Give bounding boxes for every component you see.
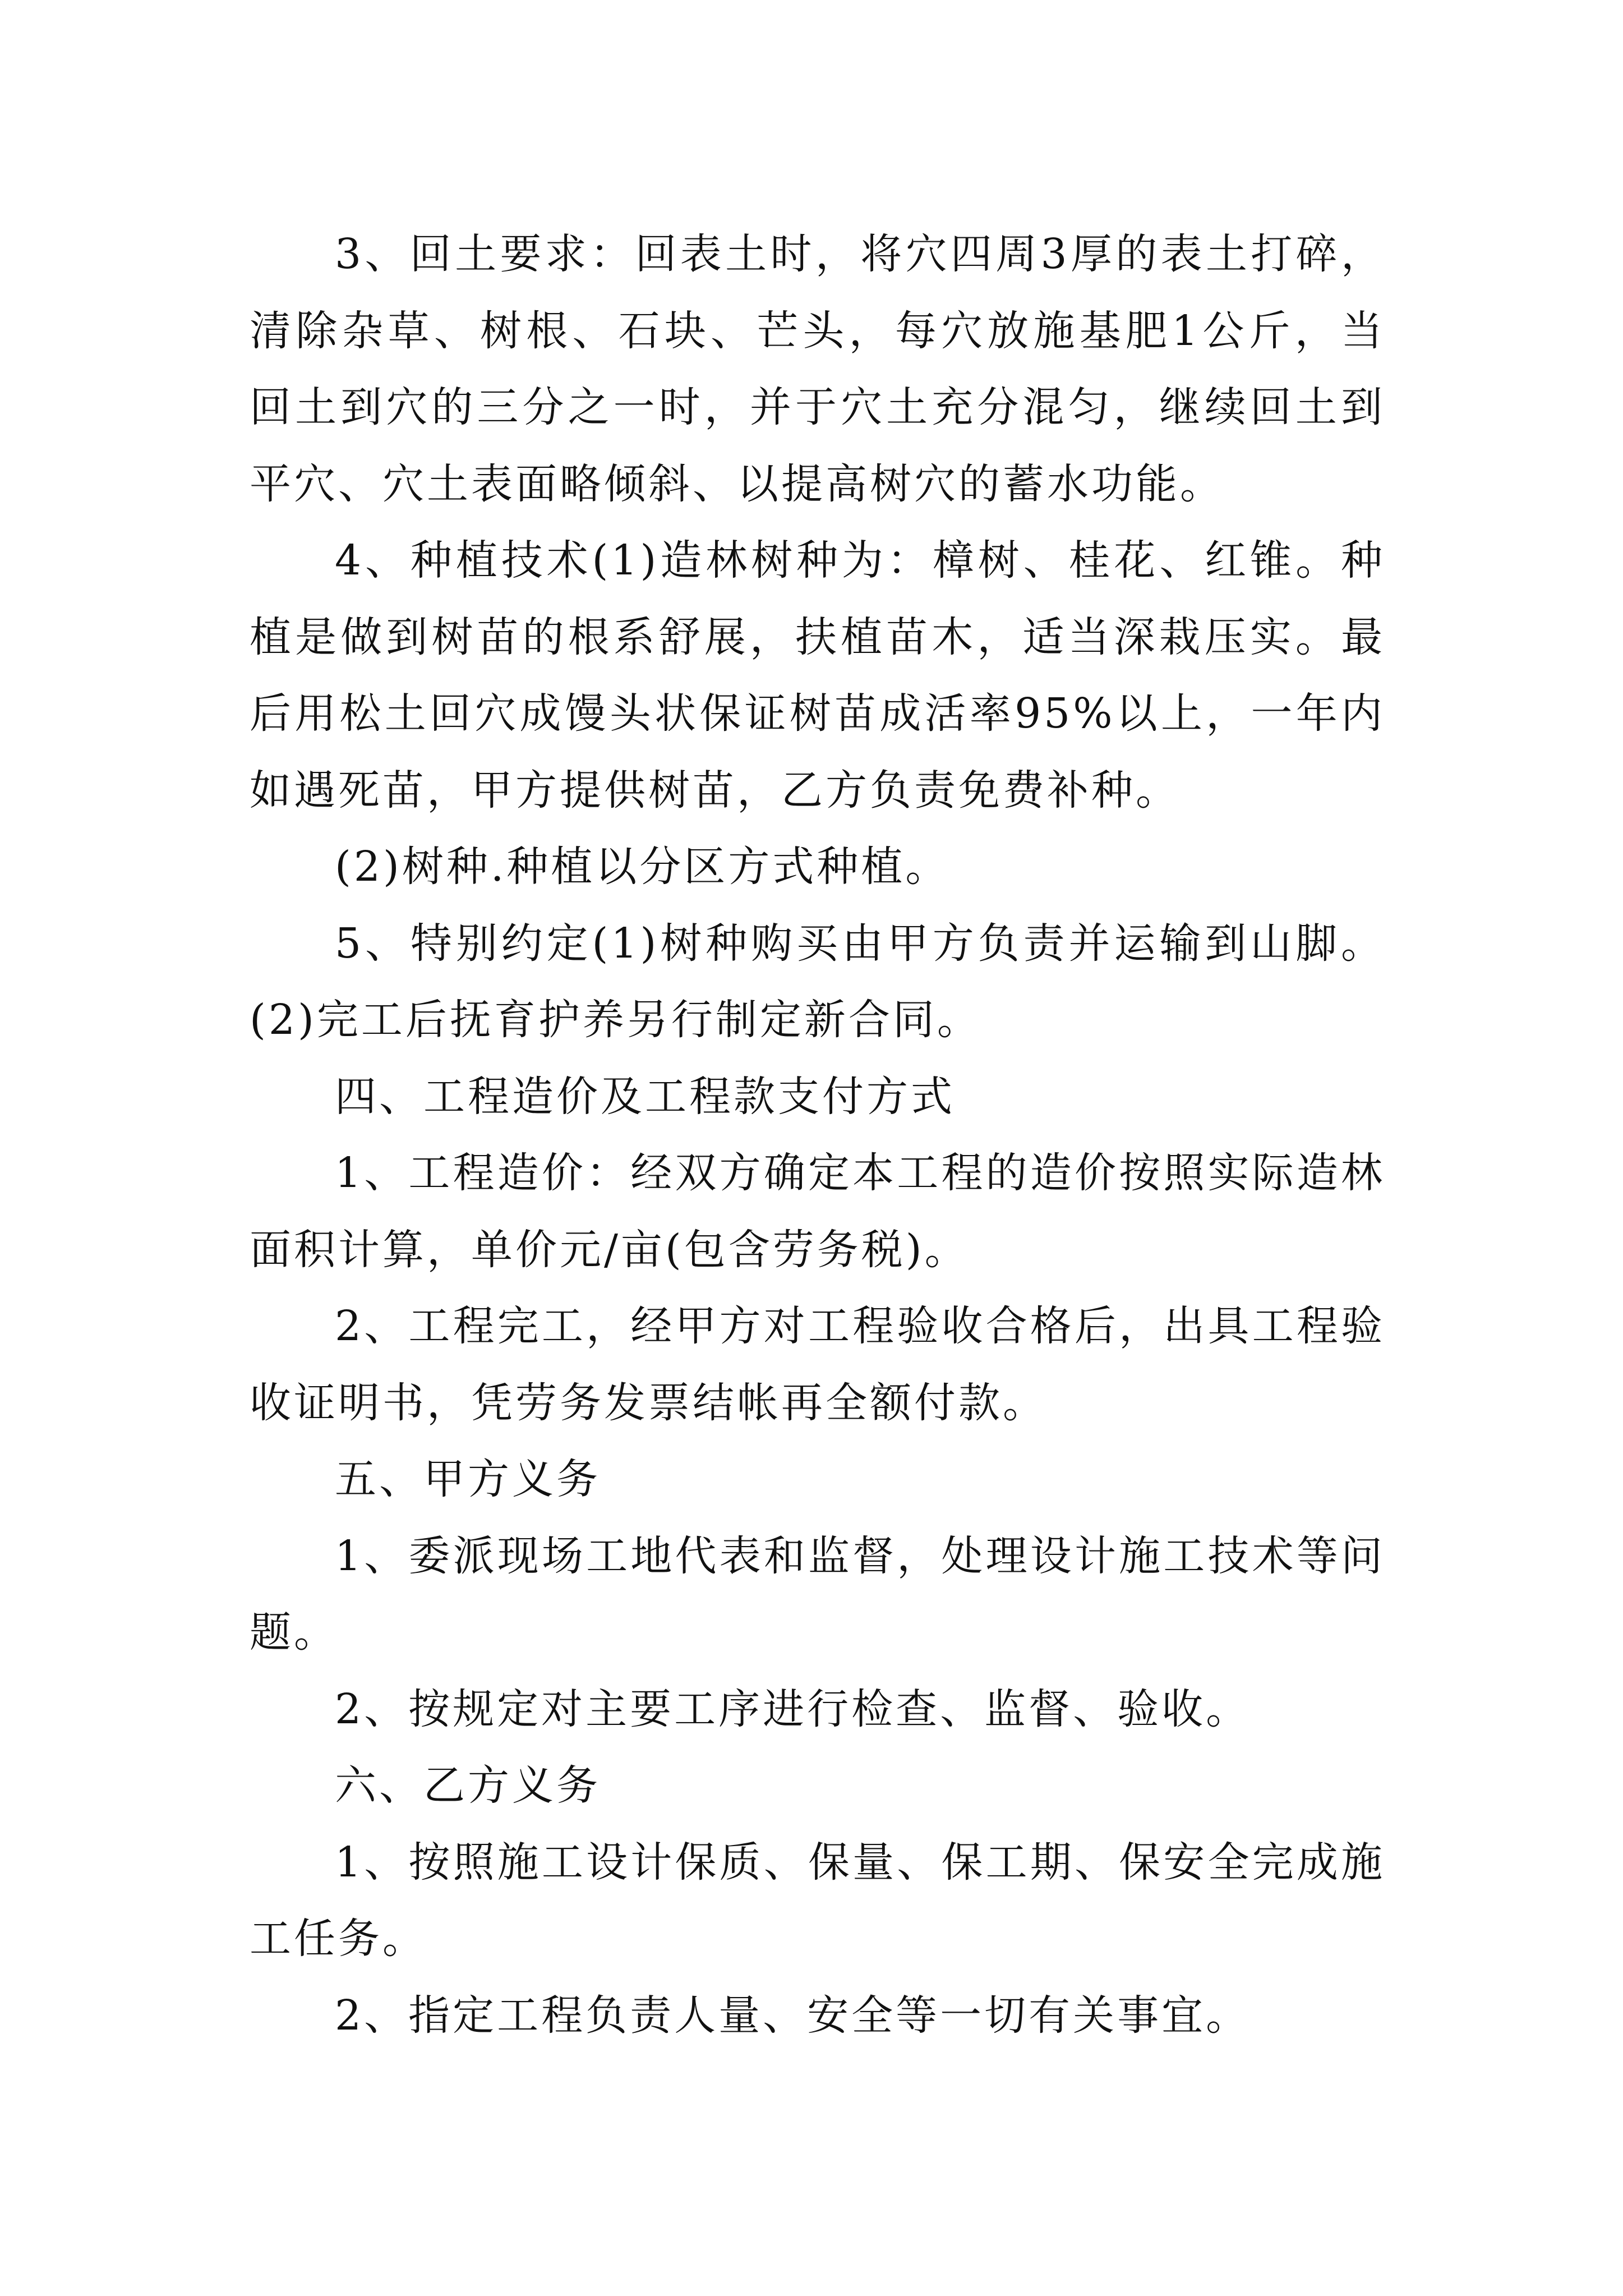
paragraph-party-b-responsible-person: 2、指定工程负责人量、安全等一切有关事宜。 bbox=[335, 1991, 1251, 2040]
paragraph-party-a-inspection: 2、按规定对主要工序进行检查、监督、验收。 bbox=[335, 1685, 1251, 1733]
paragraph-backfill-requirements: 3、回土要求：回表土时，将穴四周3厚的表土打碎，清除杂草、树根、石块、芒头，每穴放施基肥1公斤，当回土到穴的三分之一时，并于穴土充分混匀，继续回土到平穴、穴土表面略倾斜、以提高树穴的蓄水功能。 bbox=[250, 230, 1385, 508]
section-heading-party-b-obligations: 六、乙方义务 bbox=[335, 1761, 601, 1810]
paragraph-project-cost: 1、工程造价：经双方确定本工程的造价按照实际造林面积计算，单价元/亩(包含劳务税)。 bbox=[250, 1149, 1385, 1274]
paragraph-planting-technique: 4、种植技术(1)造林树种为：樟树、桂花、红锥。种植是做到树苗的根系舒展，扶植苗木，适当深栽压实。最后用松土回穴成馒头状保证树苗成活率95%以上，一年内如遇死苗，甲方提供树苗，乙方负责免费补种。 bbox=[250, 536, 1385, 815]
paragraph-party-a-representative: 1、委派现场工地代表和监督，处理设计施工技术等问题。 bbox=[250, 1531, 1385, 1657]
document-body bbox=[250, 216, 1385, 2054]
paragraph-species-zoning: (2)树种.种植以分区方式种植。 bbox=[335, 843, 950, 891]
paragraph-party-b-construction: 1、按照施工设计保质、保量、保工期、保安全完成施工任务。 bbox=[250, 1838, 1385, 1963]
paragraph-completion-payment: 2、工程完工，经甲方对工程验收合格后，出具工程验收证明书，凭劳务发票结帐再全额付款。 bbox=[250, 1302, 1385, 1427]
section-heading-cost-payment: 四、工程造价及工程款支付方式 bbox=[335, 1072, 955, 1121]
paragraph-special-agreement: 5、特别约定(1)树种购买由甲方负责并运输到山脚。(2)完工后抚育护养另行制定新合同。 bbox=[250, 919, 1385, 1044]
section-heading-party-a-obligations: 五、甲方义务 bbox=[335, 1455, 601, 1503]
